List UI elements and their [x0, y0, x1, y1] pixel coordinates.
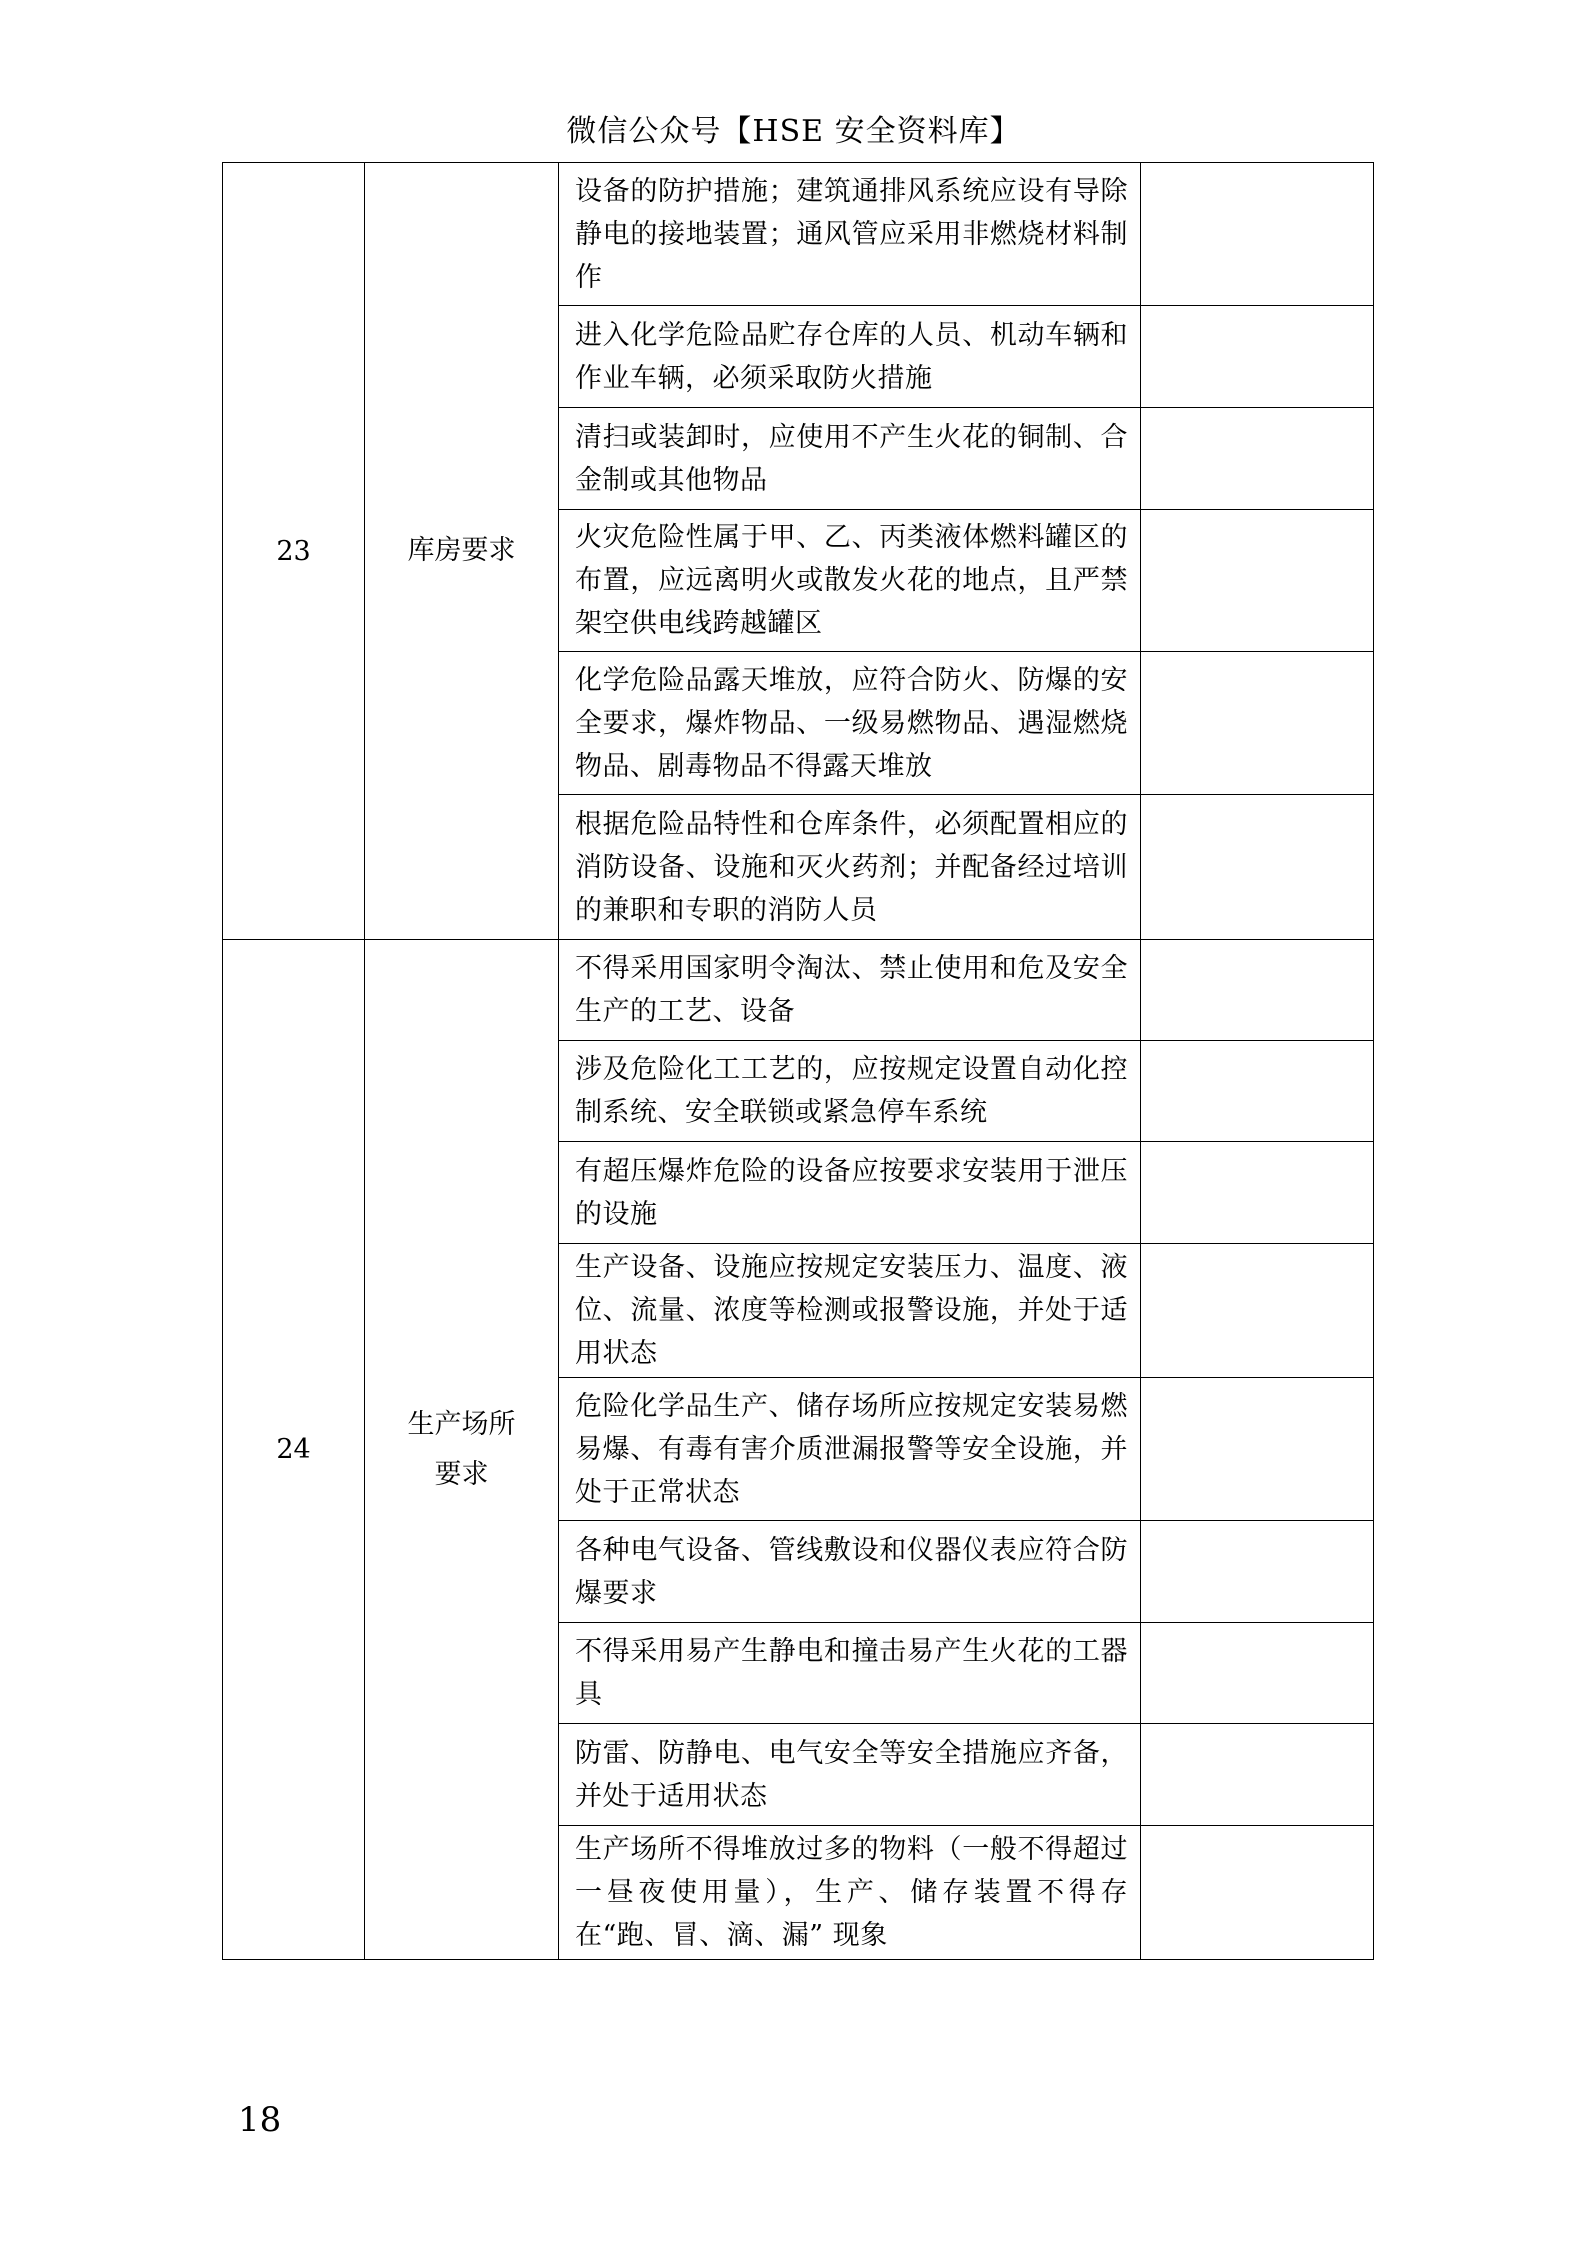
requirement-cell: 火灾危险性属于甲、乙、丙类液体燃料罐区的布置，应远离明火或散发火花的地点，且严禁架空供电线跨越罐区 [559, 510, 1141, 652]
table-row [223, 940, 1374, 1041]
requirement-cell: 根据危险品特性和仓库条件，必须配置相应的消防设备、设施和灭火药剂；并配备经过培训的兼职和专职的消防人员 [559, 795, 1141, 940]
group-item-label [365, 940, 559, 1960]
result-cell [1141, 795, 1374, 940]
requirement-cell: 化学危险品露天堆放，应符合防火、防爆的安全要求，爆炸物品、一级易燃物品、遇湿燃烧物品、剧毒物品不得露天堆放 [559, 652, 1141, 795]
item-label-text: 库房要求 [407, 535, 516, 566]
requirement-cell: 不得采用国家明令淘汰、禁止使用和危及安全生产的工艺、设备 [559, 940, 1141, 1041]
requirement-cell: 涉及危险化工工艺的，应按规定设置自动化控制系统、安全联锁或紧急停车系统 [559, 1041, 1141, 1142]
result-cell [1141, 940, 1374, 1041]
requirement-cell: 危险化学品生产、储存场所应按规定安装易燃易爆、有毒有害介质泄漏报警等安全设施，并处于正常状态 [559, 1378, 1141, 1521]
requirement-cell: 清扫或装卸时，应使用不产生火花的铜制、合金制或其他物品 [559, 408, 1141, 510]
requirement-cell: 有超压爆炸危险的设备应按要求安装用于泄压的设施 [559, 1142, 1141, 1244]
result-cell [1141, 652, 1374, 795]
result-cell [1141, 1623, 1374, 1724]
result-cell [1141, 163, 1374, 306]
result-cell [1141, 1041, 1374, 1142]
requirement-cell: 生产设备、设施应按规定安装压力、温度、液位、流量、浓度等检测或报警设施，并处于适用状态 [559, 1244, 1141, 1378]
requirement-cell: 防雷、防静电、电气安全等安全措施应齐备，并处于适用状态 [559, 1724, 1141, 1826]
requirement-cell: 进入化学危险品贮存仓库的人员、机动车辆和作业车辆，必须采取防火措施 [559, 306, 1141, 408]
requirement-cell: 设备的防护措施；建筑通排风系统应设有导除静电的接地装置；通风管应采用非燃烧材料制作 [559, 163, 1141, 306]
result-cell [1141, 1378, 1374, 1521]
result-cell [1141, 408, 1374, 510]
requirement-cell: 各种电气设备、管线敷设和仪器仪表应符合防爆要求 [559, 1521, 1141, 1623]
result-cell [1141, 510, 1374, 652]
page-header-title: 微信公众号【HSE 安全资料库】 [566, 114, 1021, 149]
result-cell [1141, 1724, 1374, 1826]
requirement-cell: 不得采用易产生静电和撞击易产生火花的工器具 [559, 1623, 1141, 1724]
result-cell [1141, 306, 1374, 408]
requirement-cell: 生产场所不得堆放过多的物料（一般不得超过一昼夜使用量），生产、储存装置不得存在“跑、冒、滴、漏” 现象 [559, 1826, 1141, 1960]
result-cell [1141, 1142, 1374, 1244]
item-label-text: 生产场所要求 [407, 1408, 516, 1490]
group-number: 24 [223, 940, 365, 1960]
result-cell [1141, 1521, 1374, 1623]
group-item-label [365, 163, 559, 940]
result-cell [1141, 1244, 1374, 1378]
group-number: 23 [223, 163, 365, 940]
table-row [223, 163, 1374, 306]
result-cell [1141, 1826, 1374, 1960]
checklist-table [222, 162, 1374, 1960]
page-number: 18 [238, 2100, 282, 2140]
